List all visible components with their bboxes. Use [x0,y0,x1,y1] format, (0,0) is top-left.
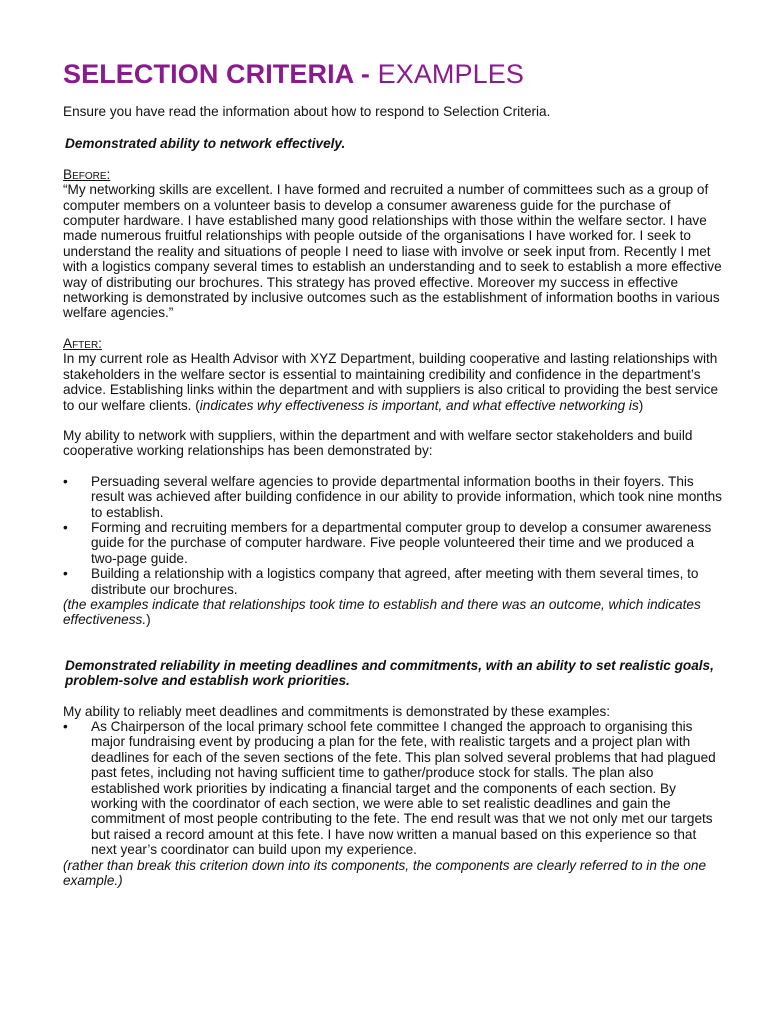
before-label: Before: [63,166,111,182]
after-body: In my current role as Health Advisor with XYZ Department, building cooperative and lasting relationships with stakeholders in the welfare sector is essential to maintaining credibility and confidence in the department’s advice. Establishing links within the department and with suppliers is also critical to providing the best service to our welfare clients. ( [63,351,719,413]
intro-text: Ensure you have read the information about how to respond to Selection Criteria. [63,104,551,119]
closing-paren: ) [146,612,151,628]
list-item: • As Chairperson of the local primary school fete committee I changed the approach to organising this major fundraising event by producing a plan for the fete, with realistic targets and a project plan with deadlines for each of the seven sections of the fete. This plan solved several problems that had plagued past fetes, including not having sufficient time to gather/produce stock for stalls. The plan also established work priorities by indicating a financial target and the components of each section. By working with the coordinator of each section, we were able to set realistic deadlines and gain the commitment of most people contributing to the fete. The end result was that we not only met our targets but raised a record amount at this fete. I have now written a manual based on this experience so that next year’s coordinator can build upon my experience. [63,719,723,858]
list-item: • Persuading several welfare agencies to provide departmental information booths in their foyers. This result was achieved after building confidence in our ability to provide information, which took nine months to establish. [63,474,723,520]
criterion2-intro: My ability to reliably meet deadlines and commitments is demonstrated by these examples: [63,703,611,719]
title-bold: SELECTION CRITERIA - [63,59,378,89]
after-label: After: [63,335,102,351]
criterion2-closing-note: (rather than break this criterion down into its components, the components are clearly referred to in the one example.) [63,857,707,889]
before-text: “My networking skills are excellent. I have formed and recruited a number of committees such as a group of computer members on a volunteer basis to develop a consumer awareness guide for the purchase of computer hardware. I have established many good relationships with those within the welfare sector. I have made numerous fruitful relationships with people outside of the organisations I have worked for. I seek to understand the reality and situations of people I need to liase with involve or seek input from. Recently I met with a logistics company several times to establish an understanding and to seek to establish a more effective way of distributing our brochures. This strategy has proved effective. Moreover my success in effective networking is demonstrated by inclusive outcomes such as the establishment of information booths in various welfare agencies.” [63,182,722,321]
after-close: ) [638,397,644,413]
demo-intro: My ability to network with suppliers, within the department and with welfare sector stakeholders and build cooperative working relationships has been demonstrated by: [63,427,693,459]
closing-note-italic: (the examples indicate that relationships took time to establish and there was an outcome, which indicates effectiveness. [63,596,701,628]
page-title [63,58,524,90]
criterion2-bullet-list [63,719,723,858]
after-text [63,351,723,413]
criterion1-heading: Demonstrated ability to network effectively. [65,136,346,152]
title-normal: EXAMPLES [377,59,524,89]
criterion1-bullet-list [63,474,723,597]
criterion1-closing-note [63,597,723,628]
document-body [63,104,723,888]
after-note: indicates why effectiveness is important, and what effective networking is [199,397,639,413]
list-item: • Building a relationship with a logistics company that agreed, after meeting with them several times, to distribute our brochures. [63,566,723,597]
list-item: • Forming and recruiting members for a departmental computer group to develop a consumer awareness guide for the purchase of computer hardware. Five people volunteered their time and we produced a two-page guide. [63,520,723,566]
criterion2-heading: Demonstrated reliability in meeting deadlines and commitments, with an ability to set realistic goals, problem-solve and establish work priorities. [65,657,714,689]
